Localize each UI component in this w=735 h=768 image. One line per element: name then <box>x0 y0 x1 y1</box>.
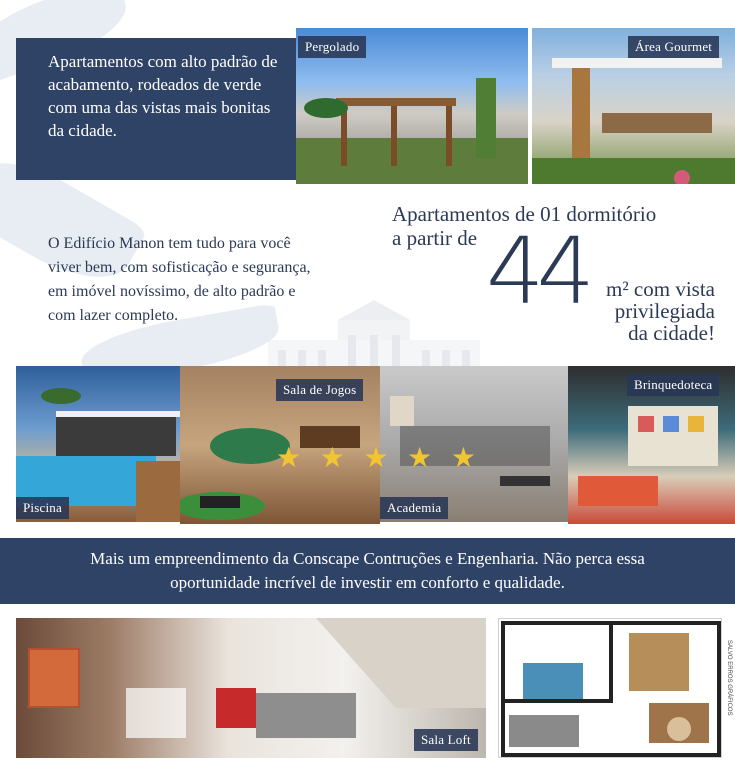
photo-label-academia: Academia <box>380 497 448 519</box>
photo-label-sala-loft: Sala Loft <box>414 729 478 751</box>
intro-text: Apartamentos com alto padrão de acabamento, rodeados de verde com uma das vistas mais bonitas da cidade. <box>48 52 278 140</box>
photo-label-pergolado: Pergolado <box>298 36 366 58</box>
headline-line: Apartamentos de 01 dormitório <box>392 202 657 226</box>
star-icon: ★ <box>319 443 345 474</box>
floorplan-illustration <box>499 619 722 758</box>
description-line: O Edifício Manon tem tudo para você <box>48 235 291 252</box>
area-number: 44 <box>486 218 588 325</box>
photo-label-area-gourmet: Área Gourmet <box>628 36 719 58</box>
unit-line: m² com vista <box>606 277 715 301</box>
floorplan-image <box>498 618 722 758</box>
rating-stars <box>276 438 476 478</box>
star-icon: ★ <box>276 443 302 474</box>
area-unit-text <box>535 278 715 344</box>
footer-line: Mais um empreendimento da Conscape Contruções e Engenharia. Não perca essa <box>90 549 645 568</box>
description-line: em imóvel novíssimo, de alto padrão e <box>48 283 296 300</box>
headline-line: a partir de <box>392 226 478 250</box>
photo-label-brinquedoteca: Brinquedoteca <box>627 374 719 396</box>
star-icon: ★ <box>363 443 389 474</box>
footer-line: oportunidade incrível de investir em conforto e qualidade. <box>170 573 565 592</box>
floorplan-caption: SALVO ERROS GRÁFICOS <box>726 640 732 716</box>
description-line: viver bem, com sofisticação e segurança, <box>48 259 311 276</box>
unit-line: privilegiada <box>614 299 715 323</box>
footer-band <box>0 538 735 604</box>
photo-label-sala-jogos: Sala de Jogos <box>276 379 363 401</box>
star-icon: ★ <box>407 443 433 474</box>
photo-label-piscina: Piscina <box>16 497 69 519</box>
star-icon: ★ <box>450 443 476 474</box>
unit-line: da cidade! <box>628 321 715 345</box>
description-line: com lazer completo. <box>48 307 179 324</box>
